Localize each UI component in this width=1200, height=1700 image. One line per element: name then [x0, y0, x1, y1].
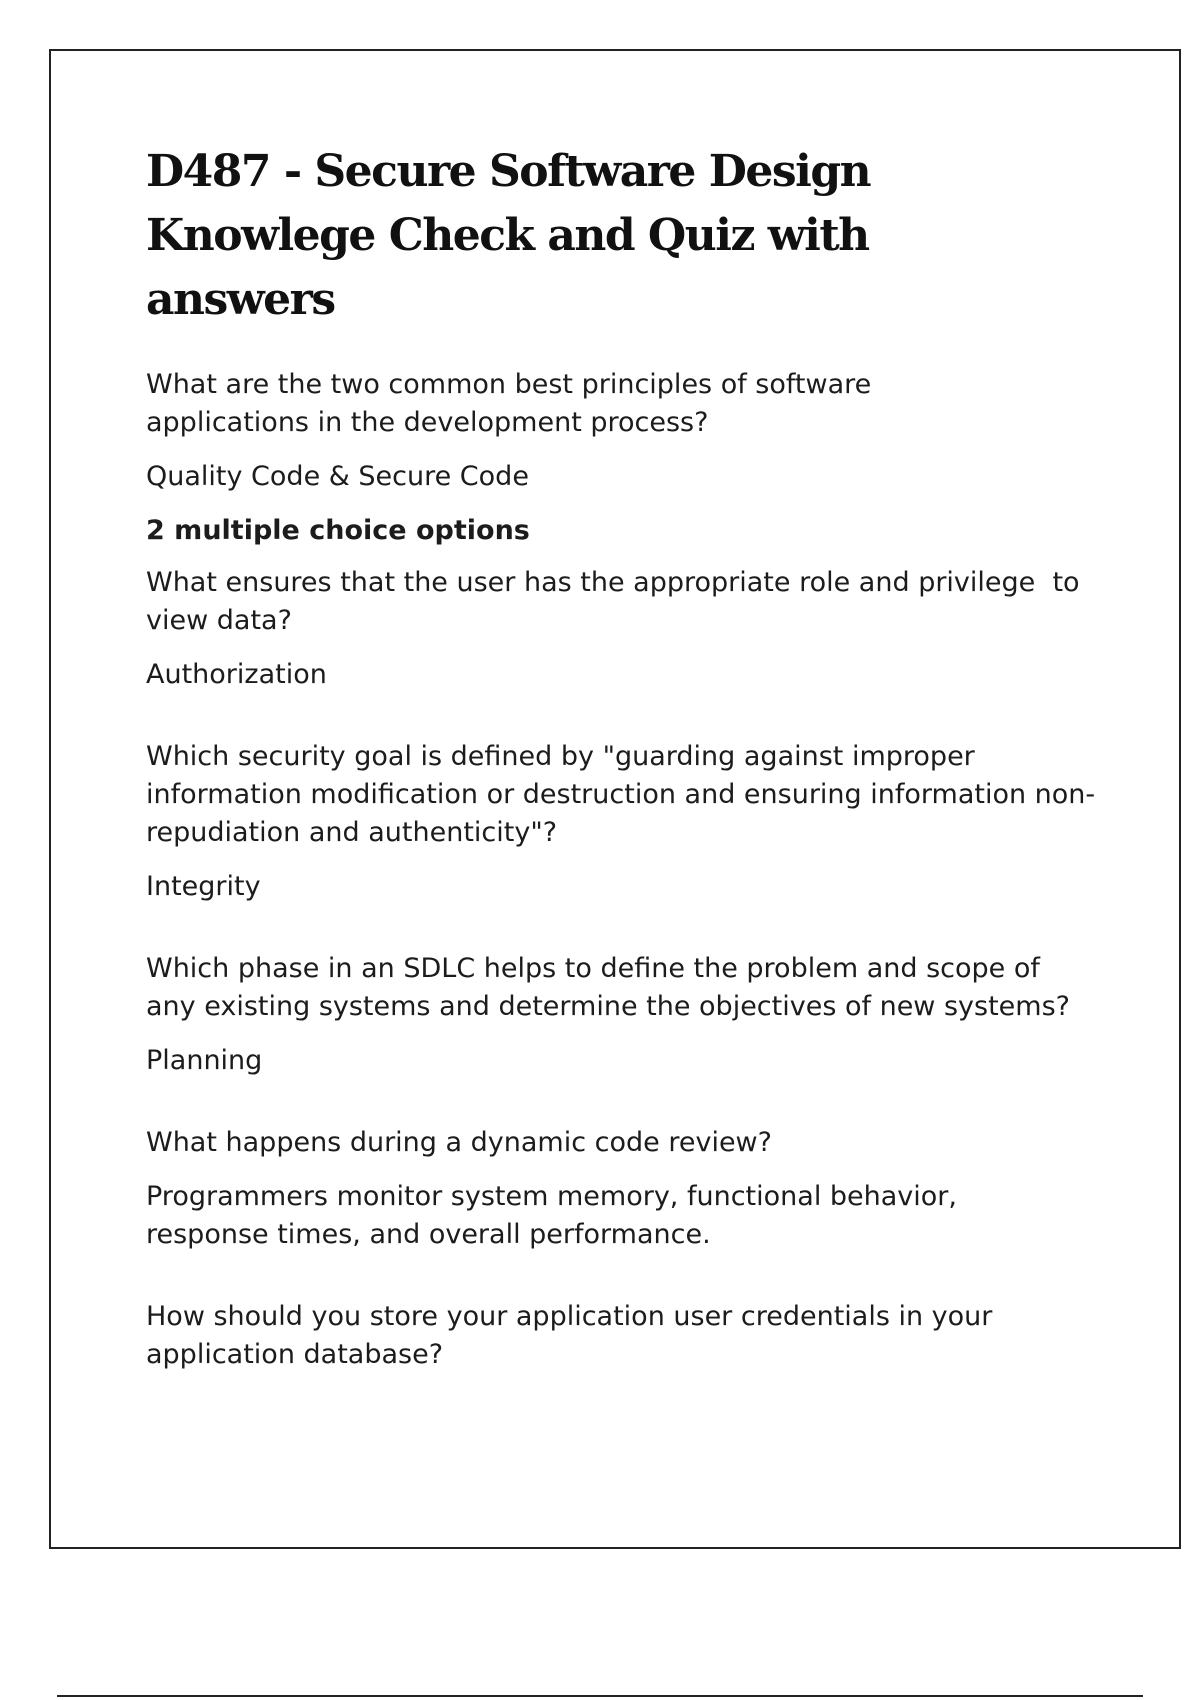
qa-list: [146, 366, 1096, 1374]
answer-1-note: 2 multiple choice options: [146, 515, 530, 546]
answer-1: Quality Code & Secure Code: [146, 461, 529, 492]
question-1: What are the two common best principles of software applications in the development process?: [146, 369, 872, 438]
question-6: How should you store your application user credentials in your application database?: [146, 1301, 993, 1370]
question-3: Which security goal is defined by "guarding against improper information modification or destruction and ensuring information non-repudiation and authenticity"?: [146, 741, 1096, 848]
page-bottom-divider: [57, 1695, 1143, 1697]
document-title: D487 - Secure Software Design Knowlege Check and Quiz with answers: [146, 146, 871, 325]
question-5: What happens during a dynamic code review?: [146, 1127, 772, 1158]
question-2: What ensures that the user has the appropriate role and privilege to view data?: [146, 567, 1089, 636]
answer-5: Programmers monitor system memory, functional behavior, response times, and overall performance.: [146, 1181, 957, 1250]
answer-4: Planning: [146, 1045, 263, 1076]
question-4: Which phase in an SDLC helps to define the problem and scope of any existing systems and determine the objectives of new systems?: [146, 953, 1070, 1022]
answer-2: Authorization: [146, 659, 327, 690]
answer-3: Integrity: [146, 871, 261, 902]
